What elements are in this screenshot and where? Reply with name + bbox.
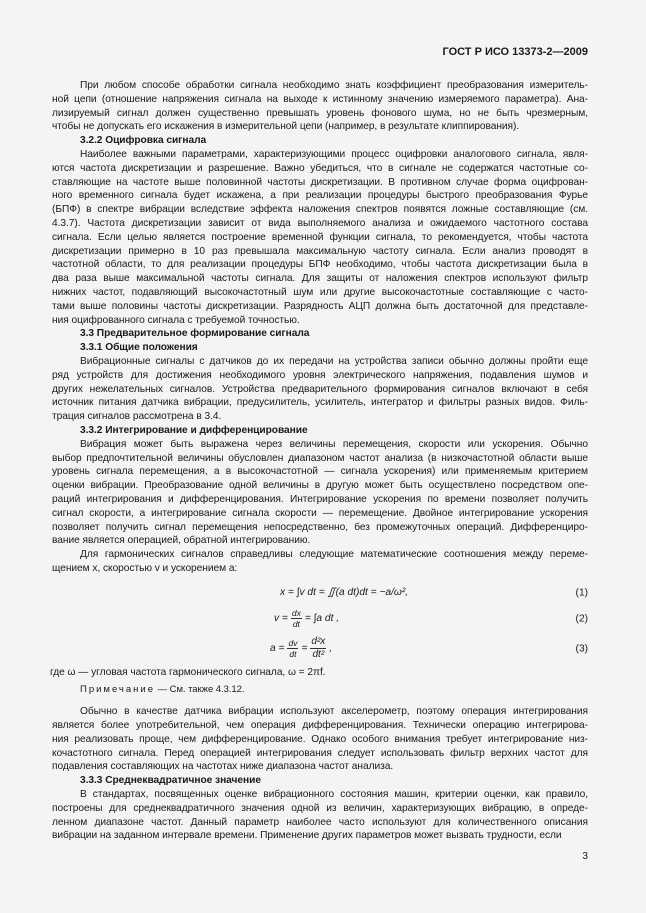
text-line: ния реализовать проще, чем дифференцирование. Однако особого внимания требует интегрирование низ- [52, 733, 588, 745]
text-line: нижних частот, подавляющий высокочастотный шум или другие высокочастотные составляющие с часто- [52, 286, 588, 298]
text-line: чтобы не допускать его искажения в измерительной цепи (например, в результате клиппирования). [52, 121, 520, 133]
text-line: (БПФ) в спектре вибрации вследствие эффекта наложения спектров появятся ложные составляющие (см. [52, 204, 588, 216]
text-line: тами выше половины частоты дискретизации. Разрядность АЦП должна быть достаточной для представле- [52, 300, 588, 312]
text-line: Вибрация может быть выражена через величины перемещения, скорости или ускорения. Обычно [80, 438, 588, 450]
text-line: сигнала. Если целью является построение временной функции сигнала, то рекомендуется, чтобы частота [52, 231, 588, 243]
section-heading [52, 134, 588, 148]
text-line: вание является операцией, обратной интегрированию. [52, 535, 311, 547]
text-line: 3.3.2 Интегрирование и дифференцирование [80, 424, 308, 436]
text-line: подавления составляющих на частотах ниже диапазона частот анализа. [52, 761, 394, 773]
text-line: трация сигналов рассмотрена в 3.4. [52, 411, 222, 423]
equation-rest: , [329, 643, 333, 655]
text-line: ного временного сигнала будет искажена, а при реализации процедуры быстрого преобразования Фурье [52, 190, 588, 202]
paragraph [52, 79, 588, 134]
text-line: В стандартах, посвященных оценке вибрационного состояния машин, критерии оценки, как правило, [80, 789, 588, 801]
text-line: выбор предпочтительной величины обусловлен диапазоном частот анализа (в низкочастотной области выше [52, 452, 588, 464]
text-line: 3.3.1 Общие положения [80, 342, 198, 354]
text-line: источник питания датчика вибрации, предусилитель, усилитель, интегратор и фильтры разных видов. Филь- [52, 397, 588, 409]
text-line: других нежелательных сигналов. Устройства предварительного формирования сигналов включают в себя [52, 383, 588, 395]
note [52, 683, 588, 697]
equations [52, 580, 588, 698]
text-line: ряд устройств для достижения необходимого уровня электрического напряжения, подавления шумов и [52, 369, 588, 381]
text-line: раций интегрирования и дифференцирования. Интегрирование ускорения по времени позволяет получить [52, 493, 588, 505]
text-line: При любом способе обработки сигнала необходимо знать коэффициент преобразования измеритель- [80, 80, 588, 91]
paragraph [52, 438, 588, 548]
equation-number: (3) [575, 643, 588, 655]
fraction [291, 608, 302, 629]
equation-number: (2) [575, 613, 588, 625]
text-line: Обычно в качестве датчика вибрации используют акселерометр, поэтому операция интегрирования [80, 706, 588, 718]
text-line: ния оцифрованного сигнала с требуемой точностью. [52, 314, 300, 326]
text-line: лизируемый сигнал должен существенно превышать уровень фонового шума, но не быть чрезмерным, [52, 107, 588, 119]
paragraph [52, 148, 588, 327]
equation-2 [52, 606, 588, 632]
text-line: частотной области, то для реализации процедуры БПФ необходимо, чтобы частота дискретизации была в [52, 259, 588, 271]
text-line: ставляющие на частоте выше половинной частоты дискретизации. В противном случае форма оцифрован- [52, 176, 588, 188]
text-line: дискретизации примерно в 10 раз превышала максимальную частоту сигнала. Если анализ проводят в [52, 245, 588, 257]
section-heading [52, 341, 588, 355]
numerator: dx [291, 608, 301, 619]
text-line: ленном диапазоне частот. Данный параметр наиболее часто используют для количественного описания [52, 816, 588, 828]
equation-3 [52, 632, 588, 666]
denominator: dt [292, 619, 300, 630]
text-line: 3.3 Предварительное формирование сигнала [80, 328, 310, 340]
paragraph [52, 788, 588, 843]
text-line: кочастотного сигнала. Перед операцией интегрирования следует использовать фильтр верхних частот для [52, 747, 588, 759]
equation-1-body: x = ∫v dt = ∬(a dt)dt = −a/ω², [280, 587, 409, 599]
page-number: 3 [582, 851, 588, 862]
note-text: — См. также 4.3.12. [155, 684, 245, 696]
text-line: сигнал скорости, а интегрирование сигнала скорости — перемещение. Двойное интегрирование ускорения [52, 507, 588, 519]
section-heading [52, 424, 588, 438]
text-line: 4.3.7). Частота дискретизации зависит от вида выполняемого анализа и ожидаемого частотного состава [52, 217, 588, 229]
equation-1 [52, 580, 588, 606]
section-heading [52, 774, 588, 788]
text-line: оценки вибрации. Преобразование одной величины в другую может быть осуществлено посредством опе- [52, 480, 588, 492]
paragraph [52, 355, 588, 424]
paragraph [52, 548, 588, 576]
text-line: Наиболее важными параметрами, характеризующими процесс оцифровки аналогового сигнала, явля- [80, 148, 588, 160]
fraction [310, 636, 326, 661]
page-body [52, 79, 588, 843]
text-section-2 [52, 705, 588, 843]
numerator: dv [288, 638, 298, 649]
text-line: уровень сигнала перемещения, а в высокочастотной — сигнала ускорения) или применяемым критерием [52, 466, 588, 478]
text-line: ются частота дискретизации и разрешение. Важно убедиться, что в сигнале не содержатся частотные со- [52, 162, 588, 174]
text-line: Для гармонических сигналов справедливы следующие математические соотношения между переме- [80, 549, 588, 561]
document-code: ГОСТ Р ИСО 13373-2—2009 [442, 46, 588, 58]
text-line: Вибрационные сигналы с датчиков до их передачи на устройства записи обычно должны пройти еще [80, 355, 588, 367]
equation-lhs: v = [274, 613, 288, 625]
denominator: dt [289, 649, 297, 660]
text-line: позволяет получить сигнал перемещения непосредственно, без промежуточных операций. Дифференциро- [52, 521, 588, 533]
text-line: ной цепи (отношение напряжения сигнала на выходе к истинному значению измеряемого параметра). Ана- [52, 93, 588, 105]
text-line: построены для среднеквадратичного значения одной из величин, характеризующих вибрацию, в опреде- [52, 802, 588, 814]
text-line: вибрации на заданном интервале времени. Применение других параметров может вызвать трудности, если [52, 830, 562, 842]
text-line: 3.2.2 Оцифровка сигнала [80, 135, 207, 147]
text-line: является более употребительной, чем операция дифференцирования. Технически операцию интегрирова- [52, 720, 588, 732]
paragraph [52, 705, 588, 774]
text-line: щением x, скоростью v и ускорением a: [52, 562, 238, 574]
numerator: d²x [311, 636, 326, 648]
equation-lhs: a = [270, 643, 285, 655]
equation-number: (1) [575, 587, 588, 599]
text-line: 3.3.3 Среднеквадратичное значение [80, 775, 261, 787]
text-line: два раза выше максимальной частоты сигнала. Для защиты от наложения спектров используют фильтр [52, 273, 588, 285]
section-heading [52, 327, 588, 341]
text-section-1 [52, 79, 588, 576]
note-label: Примечание [80, 684, 155, 696]
denominator: dt² [312, 649, 325, 661]
equation-equals: = [301, 643, 308, 655]
fraction [287, 638, 298, 659]
equation-rest: = ∫a dt , [304, 613, 340, 625]
where-clause: где ω — угловая частота гармонического сигнала, ω = 2πf. [50, 666, 326, 678]
